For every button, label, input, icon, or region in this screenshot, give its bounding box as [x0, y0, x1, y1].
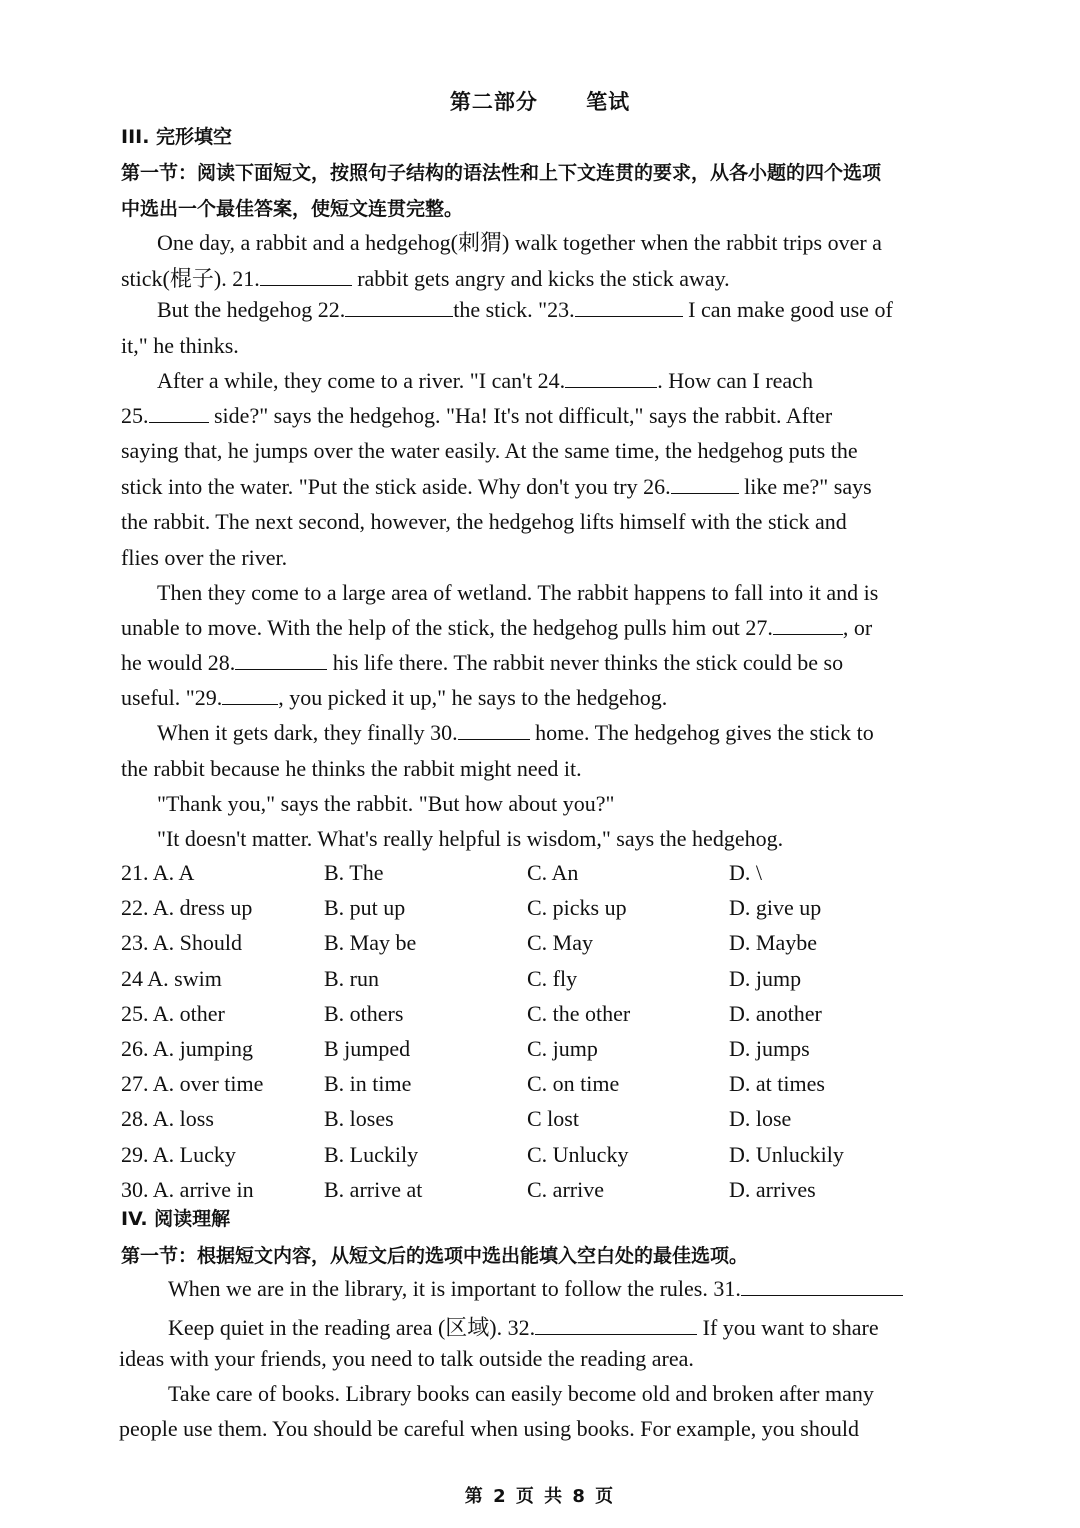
passage-line: Then they come to a large area of wetland. The rabbit happens to fall into it and is: [157, 580, 879, 605]
option-b: B. others: [324, 1000, 404, 1026]
passage-line: unable to move. With the help of the stick, the hedgehog pulls him out 27. , or: [121, 615, 873, 640]
option-b: B. The: [324, 860, 384, 885]
reading-line: people use them. You should be careful when using books. For example, you should: [119, 1416, 859, 1441]
option-a: 26. A. jumping: [121, 1036, 254, 1061]
reading-line: ideas with your friends, you need to talk outside the reading area.: [119, 1346, 694, 1371]
option-a: 29. A. Lucky: [121, 1141, 236, 1167]
passage-line: "It doesn't matter. What's really helpful is wisdom," says the hedgehog.: [157, 826, 784, 851]
option-d: D. lose: [729, 1106, 792, 1132]
option-d: D. give up: [729, 895, 822, 921]
reading-line: When we are in the library, it is important to follow the rules. 31.: [168, 1276, 903, 1302]
passage-line: flies over the river.: [121, 545, 288, 570]
option-b: B. put up: [324, 895, 406, 921]
blank-26: [671, 475, 739, 494]
passage-line: When it gets dark, they finally 30. home. The hedgehog gives the stick to: [157, 720, 874, 745]
blank-22: [345, 298, 453, 317]
option-a: 25. A. other: [121, 1000, 225, 1026]
blank-25: [149, 404, 209, 423]
option-a: 22. A. dress up: [121, 895, 253, 921]
blank-21: [260, 267, 352, 286]
blank-23: [575, 298, 683, 317]
option-b: B. loses: [324, 1106, 394, 1132]
passage-line: the rabbit. The next second, however, the hedgehog lifts himself with the stick and: [121, 509, 847, 534]
option-c: C. the other: [527, 1000, 631, 1026]
passage-line: it," he thinks.: [121, 333, 239, 358]
part-label: 第二部分: [449, 90, 538, 114]
option-d: D. arrives: [729, 1176, 816, 1202]
reading-line: Take care of books. Library books can easily become old and broken after many: [168, 1381, 874, 1406]
passage-line: saying that, he jumps over the water easily. At the same time, the hedgehog puts the: [121, 438, 858, 463]
option-c: C lost: [527, 1106, 579, 1132]
option-d: D. at times: [729, 1071, 825, 1097]
option-c: C. May: [527, 930, 593, 956]
passage-line: One day, a rabbit and a hedgehog(刺猬) walk together when the rabbit trips over a: [157, 230, 882, 255]
section-heading-cloze: III. 完形填空: [121, 126, 233, 148]
option-d: D. jumps: [729, 1036, 810, 1061]
passage-line: he would 28. his life there. The rabbit never thinks the stick could be so: [121, 650, 844, 675]
cloze-instruction: 第一节：阅读下面短文，按照句子结构的语法性和上下文连贯的要求，从各小题的四个选项: [121, 162, 882, 184]
blank-31: [741, 1277, 903, 1296]
option-b: B. May be: [324, 930, 417, 956]
blank-28: [235, 651, 327, 670]
option-c: C. arrive: [527, 1176, 604, 1202]
option-a: 21. A. A: [121, 860, 195, 885]
option-c: C. picks up: [527, 895, 627, 921]
option-a: 30. A. arrive in: [121, 1176, 254, 1202]
part-type: 笔试: [586, 90, 631, 114]
passage-line: the rabbit because he thinks the rabbit might need it.: [121, 756, 582, 781]
blank-27: [773, 616, 843, 635]
option-c: C. Unlucky: [527, 1141, 629, 1167]
option-c: C. jump: [527, 1036, 598, 1061]
reading-line: Keep quiet in the reading area (区域). 32. If you want to share: [168, 1315, 879, 1340]
option-a: 24 A. swim: [121, 965, 222, 991]
passage-line: After a while, they come to a river. "I can't 24. . How can I reach: [157, 368, 813, 393]
option-a: 28. A. loss: [121, 1106, 214, 1132]
reading-instruction: 第一节：根据短文内容，从短文后的选项中选出能填入空白处的最佳选项。: [121, 1245, 749, 1267]
option-d: D. jump: [729, 965, 802, 991]
section-heading-reading: IV. 阅读理解: [121, 1208, 231, 1230]
option-b: B. arrive at: [324, 1176, 423, 1202]
option-b: B. in time: [324, 1071, 412, 1097]
page-title: [0, 86, 1080, 116]
blank-29: [222, 686, 278, 705]
blank-24: [565, 369, 657, 388]
option-a: 23. A. Should: [121, 930, 243, 956]
option-d: D. \: [729, 860, 762, 885]
option-d: D. Maybe: [729, 930, 817, 956]
passage-line: But the hedgehog 22. the stick. "23. I can make good use of: [157, 297, 893, 322]
page-number: 第 2 页 共 8 页: [464, 1486, 616, 1507]
option-b: B jumped: [324, 1036, 411, 1061]
passage-line: 25. side?" says the hedgehog. "Ha! It's not difficult," says the rabbit. After: [121, 403, 833, 428]
passage-line: stick into the water. "Put the stick aside. Why don't you try 26. like me?" says: [121, 474, 872, 499]
passage-line: useful. "29. , you picked it up," he says to the hedgehog.: [121, 685, 668, 710]
blank-30: [458, 721, 530, 740]
passage-line: stick(棍子). 21. rabbit gets angry and kicks the stick away.: [121, 266, 730, 291]
option-b: B. Luckily: [324, 1141, 419, 1167]
option-a: 27. A. over time: [121, 1071, 264, 1097]
cloze-instruction-cont: 中选出一个最佳答案，使短文连贯完整。: [121, 198, 464, 220]
option-b: B. run: [324, 965, 379, 991]
option-c: C. An: [527, 860, 579, 885]
option-c: C. fly: [527, 965, 578, 991]
option-d: D. another: [729, 1000, 822, 1026]
option-d: D. Unluckily: [729, 1141, 844, 1167]
passage-line: "Thank you," says the rabbit. "But how about you?": [157, 791, 615, 816]
option-c: C. on time: [527, 1071, 620, 1097]
blank-32: [535, 1316, 697, 1335]
